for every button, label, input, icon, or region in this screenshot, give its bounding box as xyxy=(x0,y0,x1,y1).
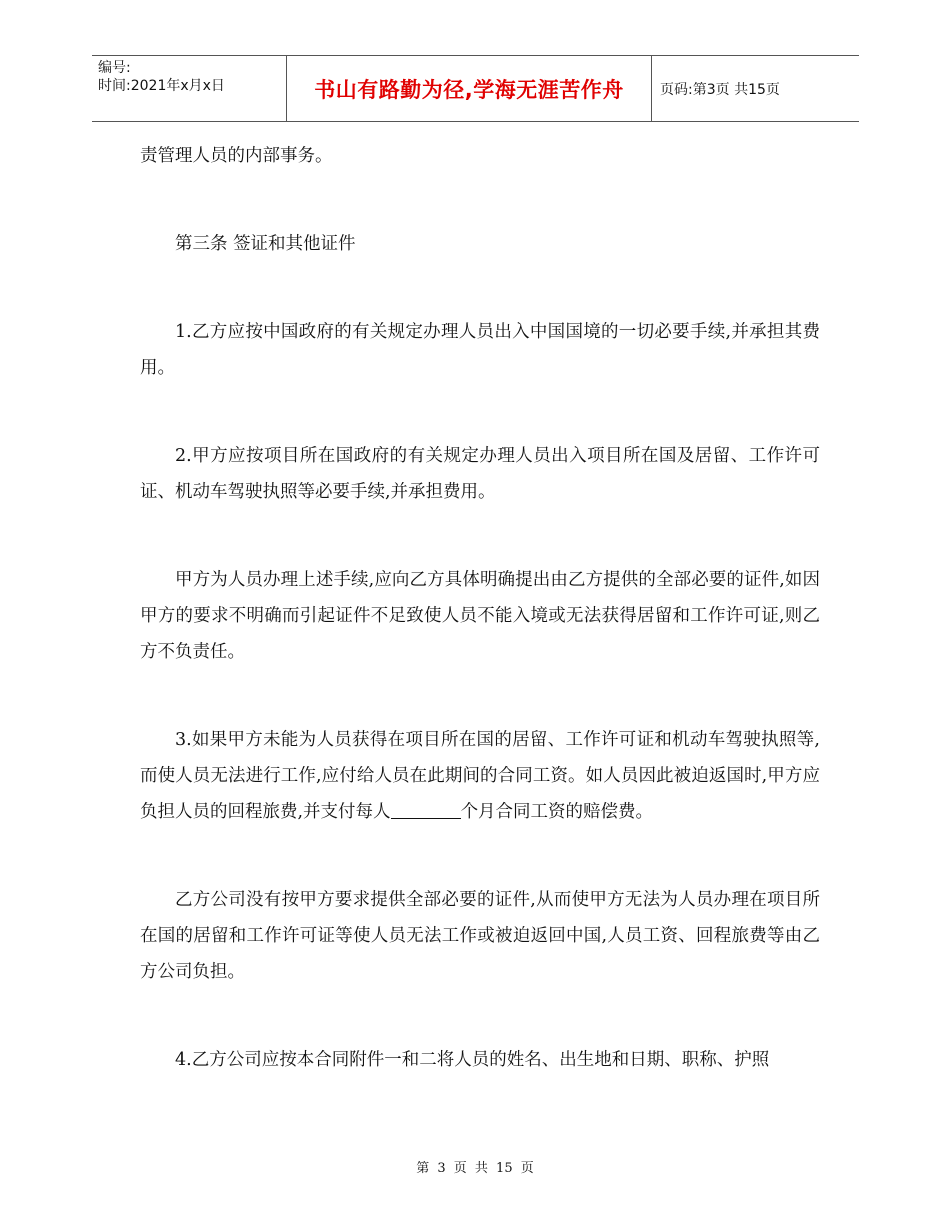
paragraph: 责管理人员的内部事务。 xyxy=(140,146,333,166)
paragraph: 4.乙方公司应按本合同附件一和二将人员的姓名、出生地和日期、职称、护照 xyxy=(175,1050,770,1070)
paragraph: 乙方公司没有按甲方要求提供全部必要的证件,从而使甲方无法为人员办理在项目所在国的居留和工作许可证等使人员无法工作或被迫返回中国,人员工资、回程旅费等由乙方公司负担。 xyxy=(140,890,820,982)
header-meta xyxy=(92,56,287,121)
fill-in-blank xyxy=(391,800,461,819)
paragraph-text: 个月合同工资的赔偿费。 xyxy=(460,802,654,822)
header-page-code: 页码:第3页 共15页 xyxy=(660,81,780,98)
document-body xyxy=(140,138,820,1130)
paragraph: 2.甲方应按项目所在国政府的有关规定办理人员出入项目所在国及居留、工作许可证、机动车驾驶执照等必要手续,并承担费用。 xyxy=(140,446,820,502)
paragraph: 1.乙方应按中国政府的有关规定办理人员出入中国国境的一切必要手续,并承担其费用。 xyxy=(140,322,820,378)
paragraph: 甲方为人员办理上述手续,应向乙方具体明确提出由乙方提供的全部必要的证件,如因甲方的要求不明确而引起证件不足致使人员不能入境或无法获得居留和工作许可证,则乙方不负责任。 xyxy=(140,570,820,662)
paragraph xyxy=(140,722,820,830)
header-motto: 书山有路勤为径,学海无涯苦作舟 xyxy=(287,56,652,121)
page-header xyxy=(92,55,859,122)
paragraph-text: 3.如果甲方未能为人员获得在项目所在国的居留、工作许可证和机动车驾驶执照等,而使人员无法进行工作,应付给人员在此期间的合同工资。如人员因此被迫返国时,甲方应负担人员的回程旅费,并支付每人 xyxy=(140,730,820,822)
time-label: 时间:2021年x月x日 xyxy=(98,78,225,94)
number-label: 编号: xyxy=(98,60,131,76)
page-footer: 第 3 页 共 15 页 xyxy=(416,1161,534,1176)
article-heading: 第三条 签证和其他证件 xyxy=(175,234,356,254)
